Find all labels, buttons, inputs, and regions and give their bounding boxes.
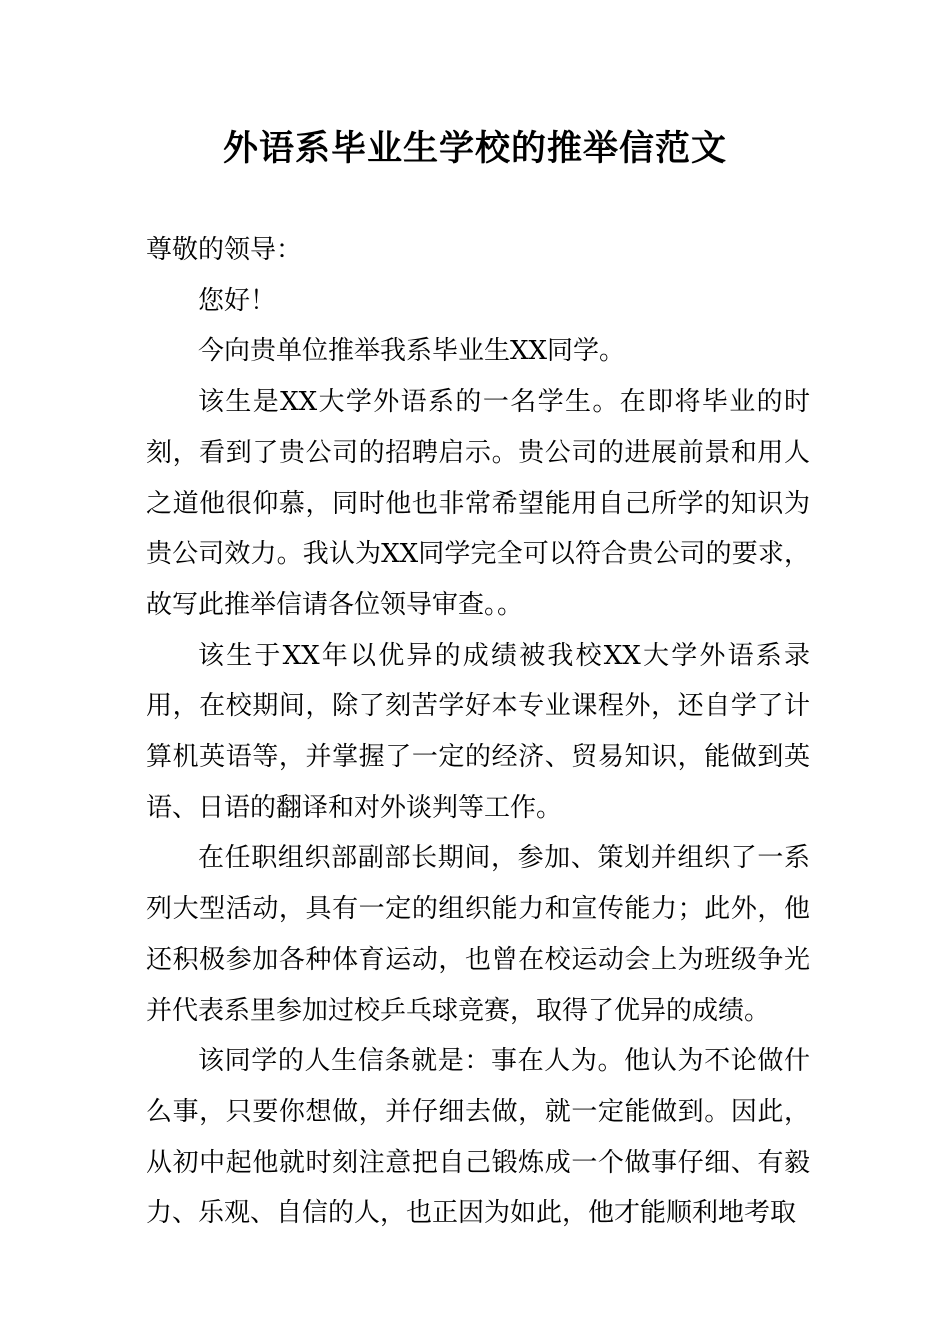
- intro-paragraph: 今向贵单位推举我系毕业生XX同学。: [198, 336, 626, 367]
- salutation: 尊敬的领导：: [146, 235, 303, 265]
- letter-body: [146, 225, 810, 1239]
- study-paragraph: 该生于XX年以优异的成绩被我校XX大学外语系录用，在校期间，除了刻苦学好本专业课程外，还自学了计算机英语等，并掌握了一定的经济、贸易知识，能做到英语、日语的翻译和对外谈判等工作。: [146, 640, 810, 823]
- motto-paragraph: 该同学的人生信条就是：事在人为。他认为不论做什么事，只要你想做，并仔细去做，就一定能做到。因此，从初中起他就时刻注意把自己锻炼成一个做事仔细、有毅力、乐观、自信的人，也正因为如此，他才能顺利地考取: [146, 1046, 810, 1229]
- greeting-paragraph: 您好！: [198, 285, 277, 316]
- background-paragraph: 该生是XX大学外语系的一名学生。在即将毕业的时刻，看到了贵公司的招聘启示。贵公司的进展前景和用人之道他很仰慕，同时他也非常希望能用自己所学的知识为贵公司效力。我认为XX同学完全可以符合贵公司的要求，故写此推举信请各位领导审查。。: [146, 387, 810, 620]
- document-title: 外语系毕业生学校的推举信范文: [222, 129, 727, 169]
- activities-paragraph: 在任职组织部副部长期间，参加、策划并组织了一系列大型活动，具有一定的组织能力和宣传能力；此外，他还积极参加各种体育运动，也曾在校运动会上为班级争光并代表系里参加过校乒乓球竞赛，取得了优异的成绩。: [146, 843, 810, 1026]
